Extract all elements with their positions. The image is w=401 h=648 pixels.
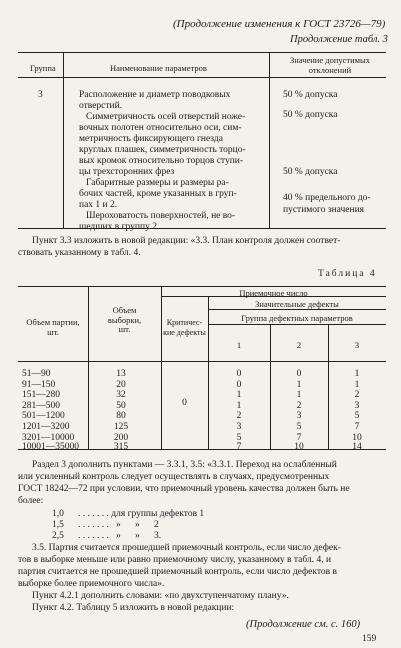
continuation-header: (Продолжение изменения к ГОСТ 23726—79)	[173, 18, 386, 30]
paragraph-line: партия считается не прошедшей приемочный контроль, если число дефектов в	[18, 567, 337, 577]
group-2-cell: 1	[296, 390, 302, 401]
group-3-cell: 10	[352, 432, 362, 443]
lot-size-cell: 501—1200	[22, 411, 65, 422]
aql-value: 2,5	[52, 531, 64, 541]
group-3-cell: 1	[354, 379, 360, 390]
lot-size-cell: 281—500	[22, 400, 60, 411]
deviation-value: пустимого значения	[283, 205, 365, 215]
group-1-cell: 5	[236, 432, 242, 443]
lot-size-cell: 3201—10000	[22, 432, 75, 443]
lot-size-cell: 51—90	[22, 369, 51, 379]
significant-defects-header: Значительные дефекты	[255, 299, 339, 309]
paragraph-line: тов в выборке меньше или равно приемочному числу, указанному в табл. 4, и	[18, 555, 332, 565]
lot-size-cell: 91—150	[22, 379, 56, 390]
group-3-cell: 1	[354, 369, 360, 379]
param-line: метричность фиксирующего гнезда	[79, 134, 223, 144]
paragraph-line: Пункт 4.2.1 дополнить словами: «по двухступенчатому плану».	[32, 591, 289, 601]
group-3-cell: 2	[354, 390, 360, 401]
param-line: Шероховатость поверхностей, не во-	[86, 211, 236, 221]
sample-size-cell: 315	[113, 442, 129, 453]
acceptance-number-header: Приемочное число	[239, 288, 308, 298]
table-4-caption: Таблица 4	[318, 269, 377, 279]
group-number: 3	[38, 90, 43, 100]
group-2-cell: 3	[296, 411, 302, 422]
paragraph-line: Пункт 3.3 изложить в новой редакции: «3.3. План контроля должен соответ-	[32, 236, 341, 246]
deviation-value: 50 % допуска	[283, 90, 338, 100]
aql-value: 1,5	[52, 520, 64, 530]
critical-defects-cell: 0	[182, 398, 187, 408]
sample-size-cell: 200	[113, 432, 129, 443]
group-2-cell: 0	[296, 369, 302, 379]
group-2-cell: 10	[294, 442, 304, 453]
aql-text: . . . . . . . » » 2	[78, 520, 159, 530]
lot-size-cell: 151—280	[22, 390, 60, 401]
param-line: вочных полотен относительно оси, сим-	[79, 123, 242, 133]
group-2-cell: 1	[296, 379, 302, 390]
param-line: цы трехсторонних фрез	[79, 167, 175, 177]
group-3-cell: 3	[354, 400, 360, 411]
paragraph-line: ствовать указанному в табл. 4.	[18, 248, 141, 258]
critical-defects-header: Критичес- кие дефекты	[163, 318, 206, 337]
group-2-cell: 5	[296, 422, 302, 432]
sample-size-cell: 125	[113, 422, 129, 432]
sample-size-cell: 80	[116, 411, 126, 422]
group-1-cell: 7	[236, 442, 242, 453]
lot-size-cell: 10001—35000	[22, 442, 79, 453]
group-1-cell: 2	[236, 411, 242, 422]
paragraph-line: или усиленный контроль следует осуществлять в случаях, предусмотренных	[18, 472, 330, 482]
group-1-cell: 0	[236, 379, 242, 390]
group-1-cell: 0	[236, 369, 242, 379]
group-3-header: 3	[354, 340, 360, 350]
param-line: шедших в группу 2	[79, 222, 157, 232]
group-3-cell: 5	[354, 411, 360, 422]
aql-text: . . . . . . . » » 3.	[78, 531, 162, 541]
aql-text: . . . . . . . для группы дефектов 1	[78, 509, 205, 519]
deviation-value: 50 % допуска	[283, 167, 338, 177]
paragraph-line: выборке более приемочного числа».	[18, 579, 165, 589]
paragraph-line: Пункт 4.2. Таблицу 5 изложить в новой редакции:	[32, 603, 235, 613]
group-2-cell: 7	[296, 432, 302, 443]
deviation-value: 50 % допуска	[283, 110, 338, 120]
group-1-cell: 1	[236, 400, 242, 411]
col-param-header: Наименование параметров	[110, 63, 207, 73]
col-group-header: Группа	[30, 63, 56, 73]
paragraph-line: более:	[18, 496, 44, 506]
paragraph-line: 3.5. Партия считается прошедшей приемочный контроль, если число дефек-	[32, 543, 341, 553]
group-3-cell: 7	[354, 422, 360, 432]
page-number: 159	[362, 634, 377, 644]
param-line: Габаритные размеры и размеры ра-	[86, 178, 229, 188]
group-1-header: 1	[236, 340, 242, 350]
param-line: круглых плашек, симметричность торцо-	[79, 145, 246, 155]
paragraph-line: ГОСТ 18242—72 при условии, что приемочный уровень качества должен быть не	[18, 484, 350, 494]
param-line: Симметричность осей отверстий ноже-	[86, 112, 246, 122]
sample-size-header: Объем выборки, шт.	[107, 305, 142, 334]
sample-size-cell: 50	[116, 400, 126, 411]
lot-size-cell: 1201—3200	[22, 422, 70, 432]
paragraph-line: Раздел 3 дополнить пунктами — 3.3.1, 3.5: «3.3.1. Переход на ослабленный	[32, 460, 337, 470]
group-1-cell: 1	[236, 390, 242, 401]
sample-size-cell: 13	[116, 369, 126, 379]
continuation-footer: (Продолжение см. с. 160)	[246, 619, 361, 630]
deviation-value: 40 % предельного до-	[283, 193, 371, 203]
lot-size-header: Объем партии, шт.	[26, 317, 80, 337]
param-line: вых кромок относительно торцов ступи-	[79, 156, 244, 166]
group-2-cell: 2	[296, 400, 302, 411]
param-line: пах 1 и 2.	[79, 200, 118, 210]
group-2-header: 2	[296, 340, 302, 350]
sample-size-cell: 20	[116, 379, 126, 390]
table-continuation-label: Продолжение табл. 3	[290, 34, 388, 45]
sample-size-cell: 32	[116, 390, 126, 401]
param-line: Расположение и диаметр поводковых	[79, 90, 231, 100]
group-3-cell: 14	[352, 442, 362, 453]
defect-group-header: Группа дефектных параметров	[241, 313, 353, 323]
param-line: бочих частей, кроме указанных в груп-	[79, 189, 237, 199]
param-line: отверстий.	[79, 101, 123, 111]
aql-value: 1,0	[52, 509, 64, 519]
group-1-cell: 3	[236, 422, 242, 432]
col-deviation-header: Значение допустимых отклонений	[289, 55, 371, 75]
